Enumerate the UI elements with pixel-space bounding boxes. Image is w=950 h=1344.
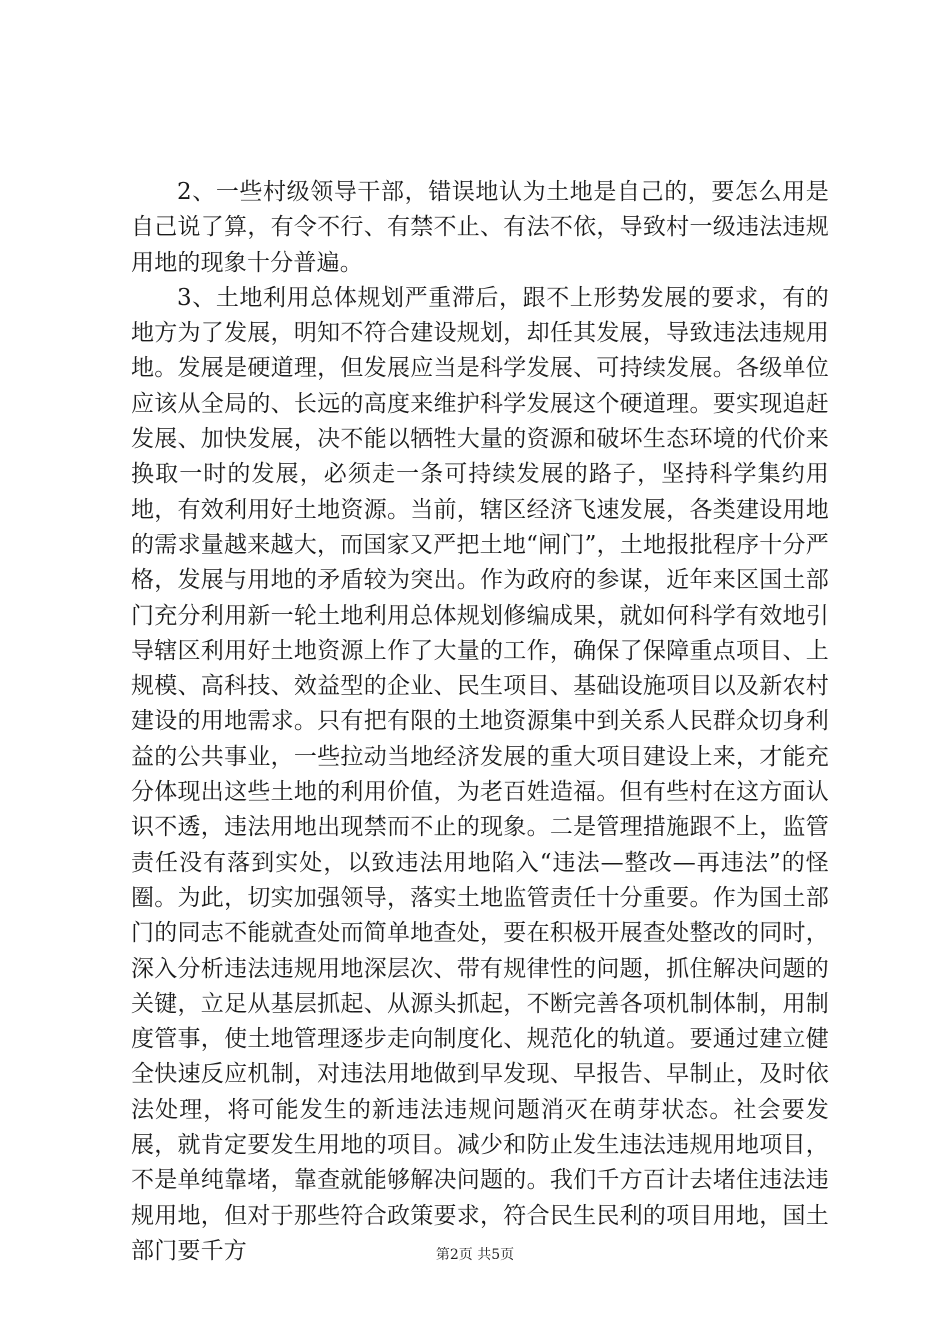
page-number-footer: 第2页 共5页 [435,1247,515,1263]
paragraph-1: 2、一些村级领导干部，错误地认为土地是自己的，要怎么用是自己说了算，有令不行、有禁不止、有法不依，导致村一级违法违规用地的现象十分普遍。 [131,179,829,276]
body-text [131,175,829,1269]
paragraph-2: 3、土地利用总体规划严重滞后，跟不上形势发展的要求，有的地方为了发展，明知不符合建设规划，却任其发展，导致违法违规用地。发展是硬道理，但发展应当是科学发展、可持续发展。各级单位应该从全局的、长远的高度来维护科学发展这个硬道理。要实现追赶发展、加快发展，决不能以牺牲大量的资源和破坏生态环境的代价来换取一时的发展，必须走一条可持续发展的路子，坚持科学集约用地，有效利用好土地资源。当前，辖区经济飞速发展，各类建设用地的需求量越来越大，而国家又严把土地“闸门”，土地报批程序十分严格，发展与用地的矛盾较为突出。作为政府的参谋，近年来区国土部门充分利用新一轮土地利用总体规划修编成果，就如何科学有效地引导辖区利用好土地资源上作了大量的工作，确保了保障重点项目、上规模、高科技、效益型的企业、民生项目、基础设施项目以及新农村建设的用地需求。只有把有限的土地资源集中到关系人民群众切身利益的公共事业，一些拉动当地经济发展的重大项目建设上来，才能充分体现出这些土地的利用价值，为老百姓造福。但有些村在这方面认识不透，违法用地出现禁而不止的现象。二是管理措施跟不上，监管责任没有落到实处，以致违法用地陷入“违法—整改—再违法”的怪圈。为此，切实加强领导，落实土地监管责任十分重要。作为国土部门的同志不能就查处而简单地查处，要在积极开展查处整改的同时，深入分析违法违规用地深层次、带有规律性的问题，抓住解决问题的关键，立足从基层抓起、从源头抓起，不断完善各项机制体制，用制度管事，使土地管理逐步走向制度化、规范化的轨道。要通过建立健全快速反应机制，对违法用地做到早发现、早报告、早制止，及时依法处理，将可能发生的新违法违规问题消灭在萌芽状态。社会要发展，就肯定要发生用地的项目。减少和防止发生违法违规用地项目，不是单纯靠堵，靠查就能够解决问题的。我们千方百计去堵住违法违规用地，但对于那些符合政策要求，符合民生民利的项目用地，国土部门要千方 [131,284,829,1264]
